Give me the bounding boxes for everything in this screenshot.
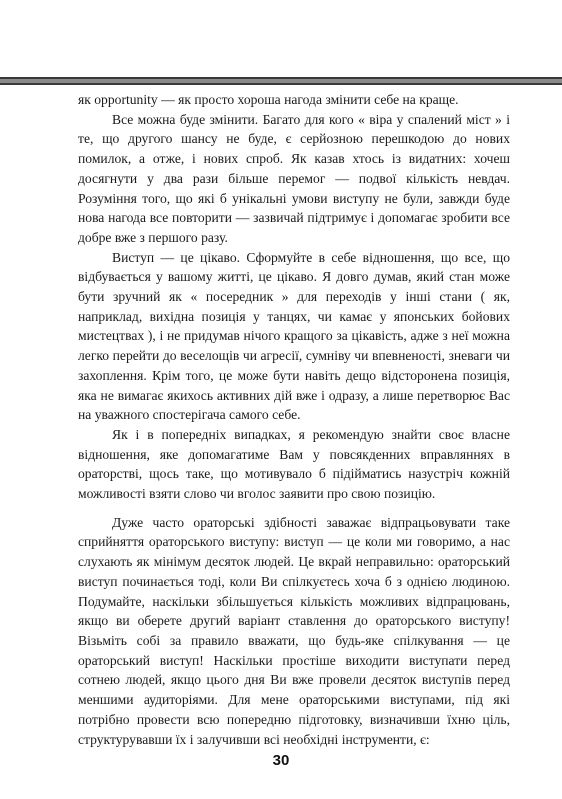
page-number: 30 — [272, 752, 290, 769]
paragraph-4: Як і в попередніх випадках, я рекомендую знайти своє власне відношення, яке допомагатиме Вам у повсякденних вправляннях в ораторстві, щось таке, що мотивувало б підійматись назустріч кожній можливості взяти слово чи вголос заявити про свою позицію. — [78, 426, 510, 502]
paragraph-5: Дуже часто ораторські здібності заважає відпрацьовувати таке сприйняття ораторського виступу: виступ — це коли ми говоримо, а нас слухають як мінімум десяток людей. Це вкрай неправильно: ораторський виступ починається тоді, коли Ви спілкуєтесь хоча б з однією людиною. Подумайте, наскільки збільшується кількість можливих відпрацювань, якщо ви оберете другий варіант ставлення до ораторського виступу! Візьміть собі за правило вважати, що будь-яке спілкування — це ораторський виступ! Наскільки простіше виходити виступати перед сотнею людей, якщо цього дня Ви вже провели десяток виступів перед меншими аудиторіями. Для мене ораторськими виступами, під які потрібно провести всю попередню підготовку, визначивши їхню ціль, структурувавши їх і залучивши всі необхідні інструменти, є: — [78, 514, 510, 747]
body-text — [78, 90, 510, 749]
paragraph-1: як opportunity — як просто хороша нагода змінити себе на краще. — [78, 92, 459, 107]
paragraph-2: Все можна буде змінити. Багато для кого « віра у спалений міст » і те, що другого шансу не буде, є серйозною перешкодою до нових помилок, а отже, і нових спроб. Як казав хтось із видатних: хочеш досягнути у два рази більше перемог — подвої кількість невдач. Розуміння того, що які б унікальні умови виступу не були, завжди буде нова нагода все повторити — зазвичай підтримує і допомагає зробити все добре вже з першого разу. — [78, 111, 510, 245]
header-rule — [0, 77, 562, 85]
paragraph-3: Виступ — це цікаво. Сформуйте в себе відношення, що все, що відбувається у вашому житті, це цікаво. Я довго думав, який стан може бути зручний як « посередник » для переходів у інші стани ( як, наприклад, вихідна позиція у танцях, чи камає у японських бойових мистецтвах ), і не придумав нічого кращого за цікавість, адже з неї можна легко перейти до веселощів чи агресії, сумніву чи впевненості, зневаги чи захоплення. Крім того, це може бути навіть дещо відсторонена позиція, яка не вимагає якихось активних дій вже і одразу, а лише перетворює Вас на уважного спостерігача самого себе. — [78, 249, 510, 423]
